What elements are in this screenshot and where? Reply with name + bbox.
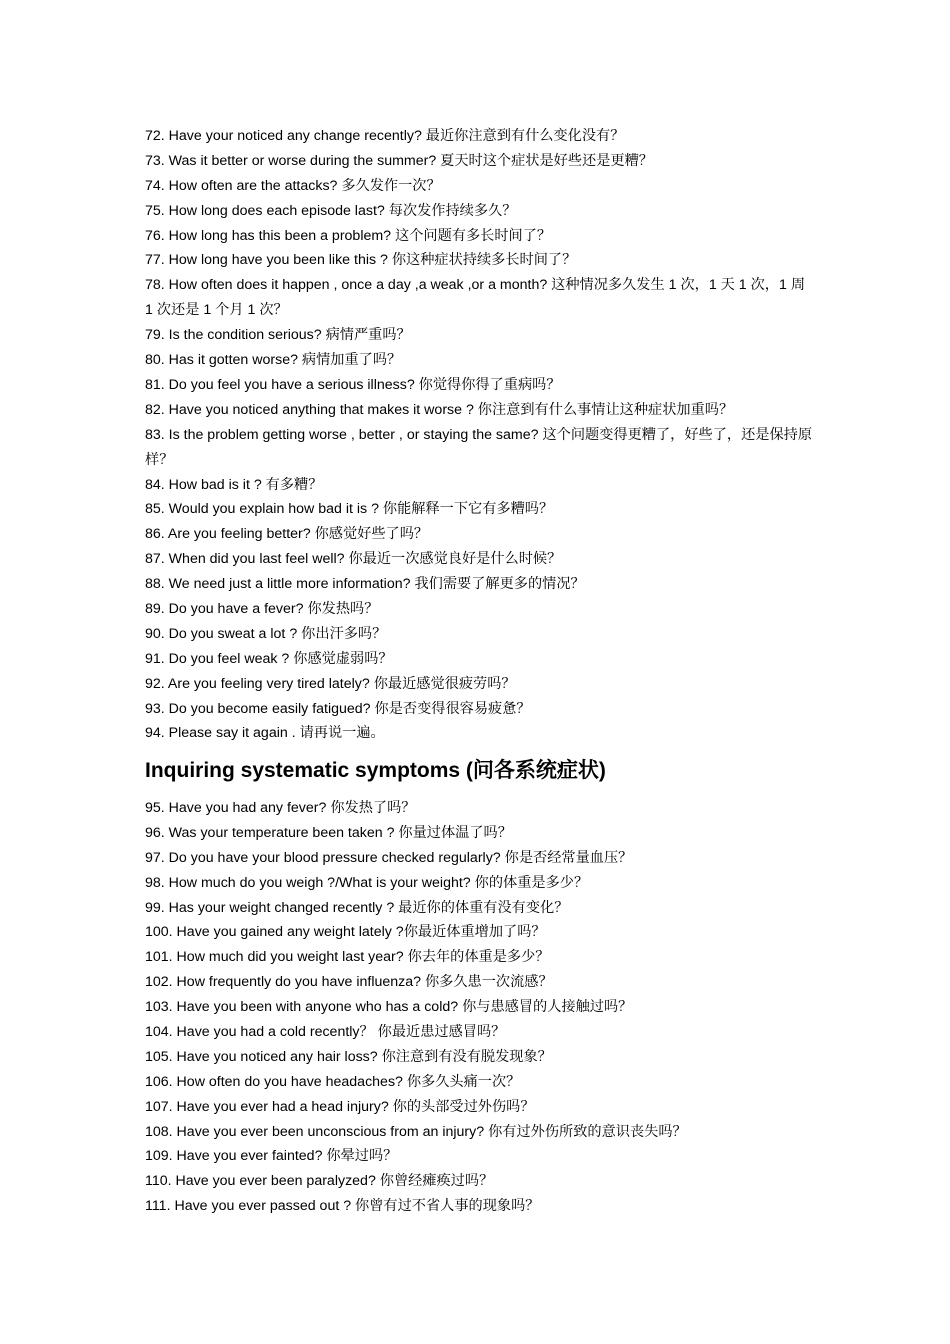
list-item: 105. Have you noticed any hair loss? 你注意到有没有脱发现象？ — [145, 1048, 552, 1065]
list-item: 95. Have you had any fever? 你发热了吗？ — [145, 800, 416, 816]
list-item: 106. How often do you have headaches? 你多久头痛一次？ — [145, 1073, 521, 1090]
list-item: 99. Has your weight changed recently ? 最近你的体重有没有变化？ — [145, 899, 569, 916]
list-item: 75. How long does each episode last? 每次发作持续多久？ — [145, 202, 517, 219]
list-item: 82. Have you noticed anything that makes it worse ? 你注意到有什么事情让这种症状加重吗？ — [145, 401, 734, 418]
question-list-section-2 — [145, 796, 815, 1219]
list-item: 107. Have you ever had a head injury? 你的头部受过外伤吗？ — [145, 1098, 535, 1115]
list-item: 96. Was your temperature been taken ? 你量过体温了吗？ — [145, 824, 512, 841]
list-item: 72. Have your noticed any change recently? 最近你注意到有什么变化没有？ — [145, 128, 625, 144]
list-item: 89. Do you have a fever? 你发热吗？ — [145, 600, 379, 617]
list-item: 100. Have you gained any weight lately ?你最近体重增加了吗？ — [145, 924, 546, 941]
list-item: 94. Please say it again . 请再说一遍。 — [145, 725, 385, 742]
list-item: 101. How much did you weight last year? 你去年的体重是多少？ — [145, 949, 550, 966]
list-item: 108. Have you ever been unconscious from an injury? 你有过外伤所致的意识丧失吗？ — [145, 1123, 687, 1140]
list-item: 73. Was it better or worse during the summer? 夏天时这个症状是好些还是更糟？ — [145, 152, 653, 169]
list-item: 93. Do you become easily fatigued? 你是否变得很容易疲惫？ — [145, 700, 531, 717]
list-item: 104. Have you had a cold recently？ 你最近患过感冒吗？ — [145, 1024, 506, 1041]
list-item: 90. Do you sweat a lot ? 你出汗多吗？ — [145, 625, 387, 642]
list-item: 98. How much do you weigh ?/What is your weight? 你的体重是多少？ — [145, 874, 589, 891]
list-item: 81. Do you feel you have a serious illness? 你觉得你得了重病吗？ — [145, 376, 561, 393]
list-item: 103. Have you been with anyone who has a cold? 你与患感冒的人接触过吗？ — [145, 999, 633, 1016]
list-item: 79. Is the condition serious? 病情严重吗？ — [145, 327, 411, 344]
list-item: 92. Are you feeling very tired lately? 你最近感觉很疲劳吗？ — [145, 675, 516, 692]
list-item: 86. Are you feeling better? 你感觉好些了吗？ — [145, 526, 429, 543]
list-item: 78. How often does it happen , once a day ,a weak ,or a month? 这种情况多久发生 1 次，1 天 1 次，1 周 1 次还是 1 个月 1 次？ — [145, 277, 806, 319]
list-item: 109. Have you ever fainted? 你晕过吗？ — [145, 1148, 398, 1165]
list-item: 76. How long has this been a problem? 这个问题有多长时间了？ — [145, 227, 552, 244]
list-item: 83. Is the problem getting worse , better , or staying the same? 这个问题变得更糟了，好些了，还是保持原样？ — [145, 426, 813, 468]
list-item: 85. Would you explain how bad it is ? 你能解释一下它有多糟吗？ — [145, 501, 554, 518]
list-item: 110. Have you ever been paralyzed? 你曾经瘫痪过吗？ — [145, 1173, 494, 1190]
list-item: 102. How frequently do you have influenza? 你多久患一次流感？ — [145, 974, 553, 991]
list-item: 74. How often are the attacks? 多久发作一次？ — [145, 177, 441, 194]
list-item: 84. How bad is it ? 有多糟？ — [145, 476, 323, 493]
section-heading: Inquiring systematic symptoms (问各系统症状) — [145, 759, 606, 782]
list-item: 80. Has it gotten worse? 病情加重了吗？ — [145, 352, 402, 369]
list-item: 77. How long have you been like this ? 你这种症状持续多长时间了？ — [145, 252, 577, 269]
list-item: 111. Have you ever passed out ? 你曾有过不省人事的现象吗？ — [145, 1198, 540, 1215]
list-item: 97. Do you have your blood pressure checked regularly? 你是否经常量血压？ — [145, 849, 633, 866]
list-item: 88. We need just a little more information? 我们需要了解更多的情况？ — [145, 576, 585, 593]
list-item: 87. When did you last feel well? 你最近一次感觉良好是什么时候？ — [145, 551, 562, 568]
question-list-section-1 — [145, 124, 815, 746]
list-item: 91. Do you feel weak ? 你感觉虚弱吗？ — [145, 650, 393, 667]
